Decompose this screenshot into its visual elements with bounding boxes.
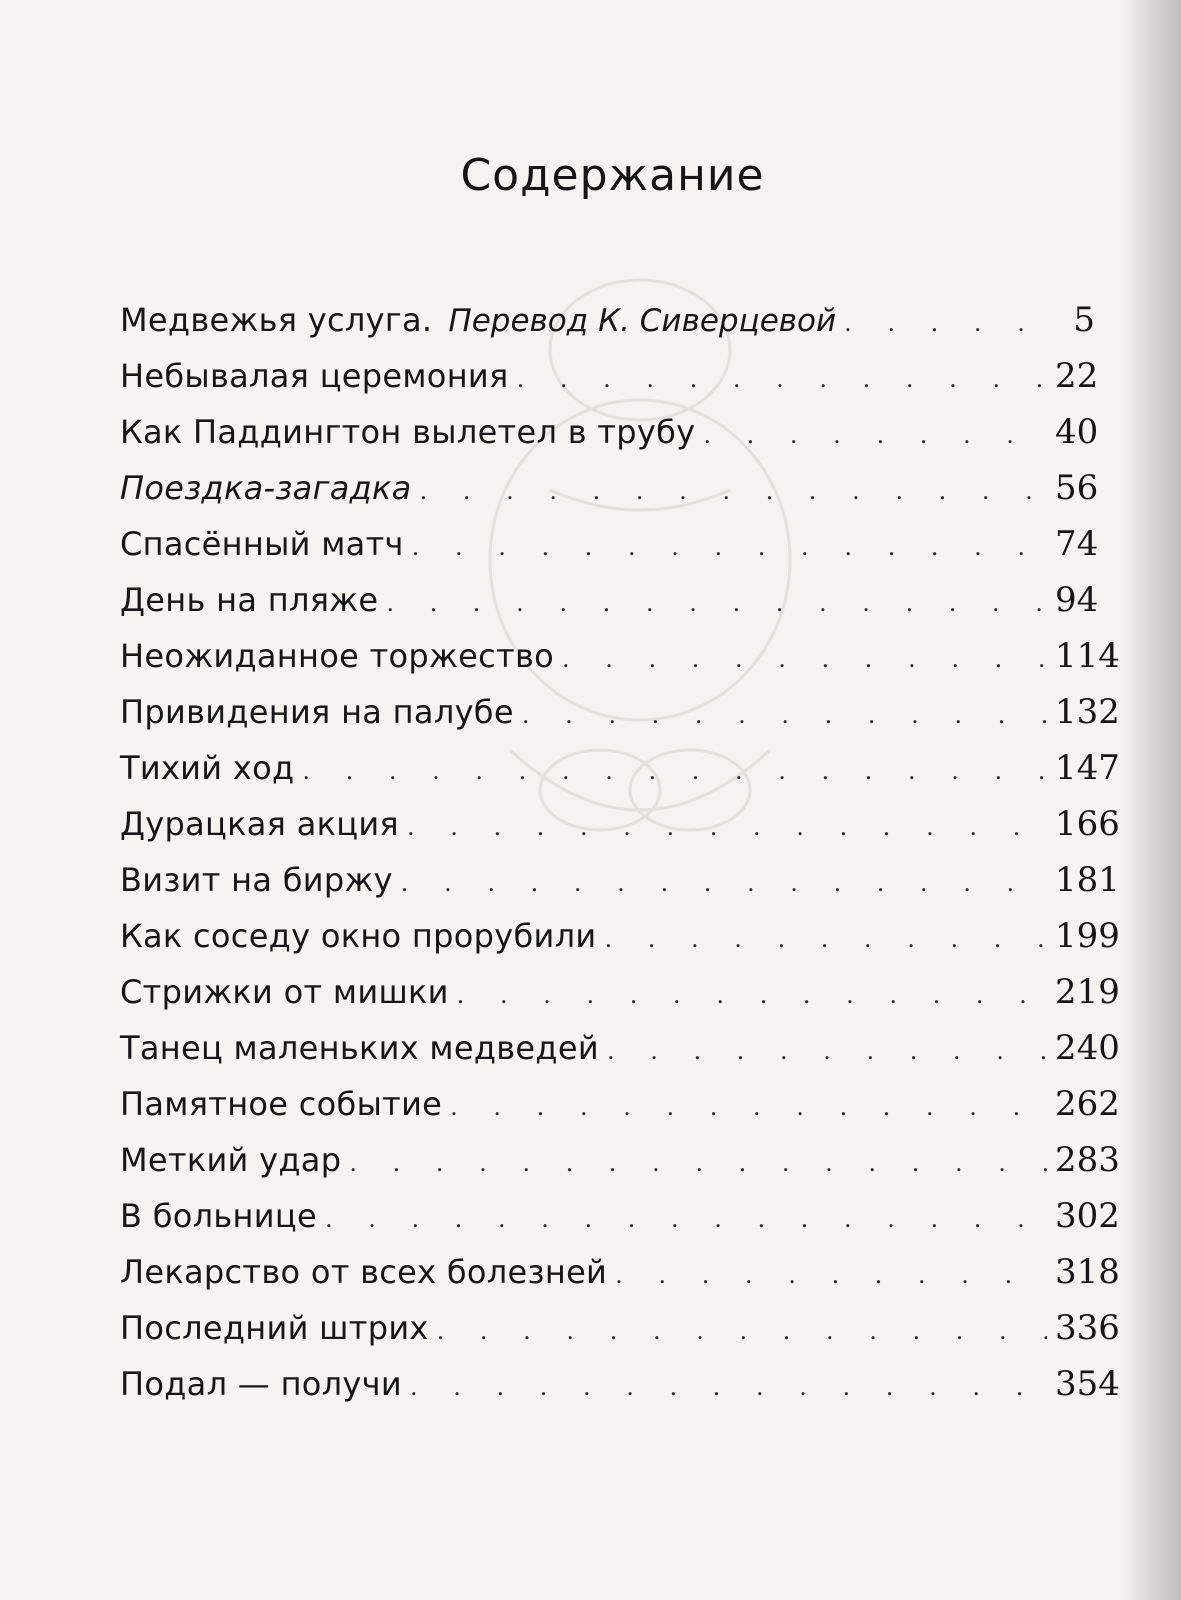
- toc-entry-title: Памятное событие: [120, 1085, 443, 1123]
- dot-leader: [604, 925, 1047, 953]
- toc-entry[interactable]: [120, 300, 1095, 356]
- toc-entry-page: 283: [1055, 1140, 1120, 1180]
- toc-entry[interactable]: [120, 1084, 1120, 1140]
- binding-shadow: [1121, 0, 1181, 1600]
- toc-entry-title: Тихий ход: [120, 749, 295, 787]
- dot-leader: [703, 421, 1047, 449]
- toc-heading: Содержание: [460, 150, 765, 201]
- dot-leader: [517, 365, 1047, 393]
- toc-entry-page: 199: [1055, 916, 1120, 956]
- dot-leader: [410, 1373, 1047, 1401]
- toc-entry-title: Дурацкая акция: [120, 805, 399, 843]
- toc-entry-title: День на пляже: [120, 581, 379, 619]
- dot-leader: [349, 1149, 1047, 1177]
- dot-leader: [407, 813, 1047, 841]
- toc-entry[interactable]: [120, 356, 1099, 412]
- toc-entry-page: 354: [1055, 1364, 1120, 1404]
- toc-entry-page: 181: [1055, 860, 1120, 900]
- dot-leader: [844, 309, 1047, 337]
- toc-entry-page: 262: [1055, 1084, 1120, 1124]
- toc-entry[interactable]: [120, 1364, 1120, 1420]
- dot-leader: [562, 645, 1047, 673]
- dot-leader: [450, 1093, 1047, 1121]
- toc-entry[interactable]: [120, 636, 1120, 692]
- toc-entry[interactable]: [120, 860, 1120, 916]
- toc-entry-title: Визит на биржу: [120, 861, 393, 899]
- toc-entry-page: 114: [1055, 636, 1120, 676]
- toc-entry-page: 336: [1055, 1308, 1120, 1348]
- toc-entry-page: 219: [1055, 972, 1120, 1012]
- toc-entry[interactable]: [120, 468, 1099, 524]
- toc-entry-page: 318: [1055, 1252, 1120, 1292]
- toc-entry-title: Спасённый матч: [120, 525, 404, 563]
- dot-leader: [412, 533, 1047, 561]
- dot-leader: [420, 477, 1047, 505]
- toc-entry-translator: Перевод К. Сиверцевой: [448, 303, 837, 339]
- dot-leader: [325, 1205, 1047, 1233]
- toc-entry-page: 132: [1055, 692, 1120, 732]
- toc-entry-title: Меткий удар: [120, 1141, 342, 1179]
- toc-entry-title: Последний штрих: [120, 1309, 429, 1347]
- toc-entry[interactable]: [120, 692, 1120, 748]
- dot-leader: [615, 1261, 1047, 1289]
- toc-entry-title: Неожиданное торжество: [120, 637, 554, 675]
- toc-entry[interactable]: [120, 1308, 1120, 1364]
- toc-entry-title: Как соседу окно прорубили: [120, 917, 597, 955]
- toc-entry-page: 166: [1055, 804, 1120, 844]
- toc-entry[interactable]: [120, 1252, 1120, 1308]
- dot-leader: [401, 869, 1047, 897]
- toc-entry-page: 240: [1055, 1028, 1120, 1068]
- toc-entry-title: Лекарство от всех болезней: [120, 1253, 608, 1291]
- toc-entry-page: 302: [1055, 1196, 1120, 1236]
- toc-entry-title: В больнице: [120, 1197, 317, 1235]
- toc-entry-page: 56: [1055, 468, 1099, 508]
- toc-entry[interactable]: [120, 804, 1120, 860]
- dot-leader: [437, 1317, 1047, 1345]
- toc-entry-title: Подал — получи: [120, 1365, 402, 1403]
- toc-entry[interactable]: [120, 412, 1099, 468]
- toc-entry-title: Медвежья услуга.: [120, 301, 433, 339]
- toc-entry-title: Стрижки от мишки: [120, 973, 449, 1011]
- toc-entry[interactable]: [120, 972, 1120, 1028]
- toc-entry-page: 5: [1073, 300, 1095, 340]
- toc-entry-title: Как Паддингтон вылетел в трубу: [120, 413, 696, 451]
- dot-leader: [607, 1037, 1047, 1065]
- toc-entry[interactable]: [120, 916, 1120, 972]
- dot-leader: [522, 701, 1047, 729]
- dot-leader: [386, 589, 1047, 617]
- toc-entry-page: 94: [1055, 580, 1099, 620]
- toc-entry[interactable]: [120, 1140, 1120, 1196]
- toc-entry[interactable]: [120, 748, 1120, 804]
- toc-entry-page: 147: [1055, 748, 1120, 788]
- toc-entry-title: Поездка-загадка: [120, 469, 412, 507]
- toc-entry-page: 40: [1055, 412, 1099, 452]
- toc-entry[interactable]: [120, 580, 1099, 636]
- toc-entry[interactable]: [120, 1028, 1120, 1084]
- toc-entry[interactable]: [120, 1196, 1120, 1252]
- toc-entry[interactable]: [120, 524, 1099, 580]
- toc-entry-title: Танец маленьких медведей: [120, 1029, 599, 1067]
- toc-entry-title: Привидения на палубе: [120, 693, 514, 731]
- toc-entry-page: 22: [1055, 356, 1099, 396]
- toc-entry-title: Небывалая церемония: [120, 357, 509, 395]
- dot-leader: [457, 981, 1047, 1009]
- toc-entry-page: 74: [1055, 524, 1099, 564]
- dot-leader: [302, 757, 1047, 785]
